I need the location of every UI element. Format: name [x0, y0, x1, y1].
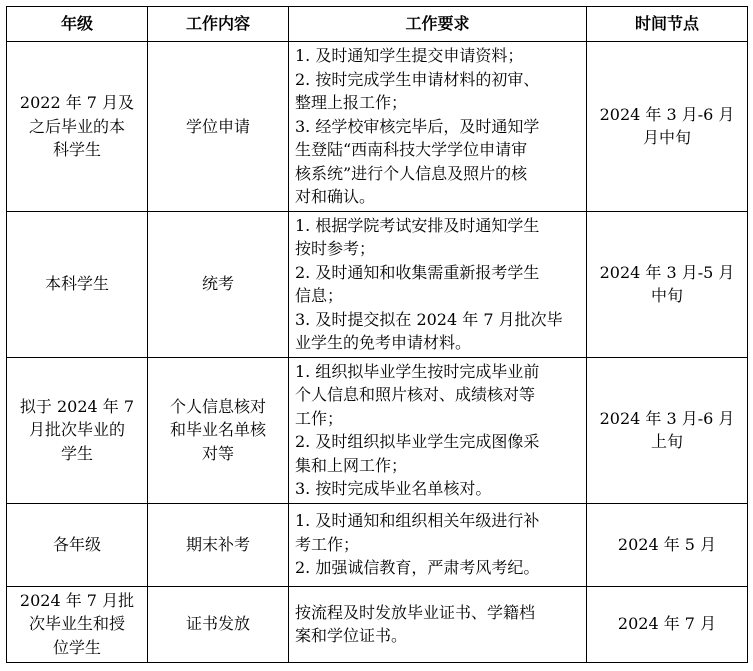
cell-requirements-line: 2. 及时组织拟毕业学生完成图像采 [295, 432, 540, 451]
cell-requirements-line: 3. 按时完成毕业名单核对。 [295, 479, 492, 498]
cell-requirements-line: 对和确认。 [295, 187, 376, 206]
cell-content [148, 42, 289, 212]
cell-content [148, 211, 289, 357]
cell-timeline-line: 2024 年 5 月 [617, 534, 717, 554]
cell-requirements-line: 整理上报工作； [295, 93, 408, 112]
cell-grade-line: 次毕业生和授 [28, 614, 125, 634]
cell-grade-line: 学生 [60, 443, 93, 463]
cell-content-line: 证书发放 [185, 614, 250, 634]
cell-requirements [289, 503, 587, 586]
table-row [7, 586, 748, 662]
cell-requirements-line: 3. 经学校审核完毕后，及时通知学 [295, 116, 540, 136]
cell-timeline-line: 中旬 [650, 286, 683, 305]
cell-requirements [289, 357, 587, 503]
cell-grade-line: 各年级 [52, 534, 101, 554]
cell-grade [7, 357, 148, 503]
cell-requirements-line: 个人信息和照片核对、成绩核对等 [295, 385, 536, 404]
cell-timeline-line: 2024 年 3 月-6 月 [599, 408, 735, 428]
table-row [7, 503, 748, 586]
cell-requirements [289, 211, 587, 357]
header-requirements: 工作要求 [289, 7, 587, 42]
cell-timeline-line: 2024 年 7 月 [617, 614, 717, 634]
header-timeline: 时间节点 [587, 7, 748, 42]
cell-grade-line: 科学生 [52, 140, 101, 159]
cell-requirements-line: 业学生的免考申请材料。 [295, 333, 472, 352]
cell-grade-line: 本科学生 [44, 274, 109, 294]
cell-requirements-line: 集和上网工作； [295, 455, 408, 475]
cell-timeline [587, 42, 748, 212]
cell-requirements [289, 42, 587, 212]
cell-grade [7, 42, 148, 212]
cell-requirements-line: 工作； [295, 408, 344, 428]
cell-requirements-line: 1. 根据学院考试安排及时通知学生 [295, 215, 540, 235]
cell-requirements-line: 案和学位证书。 [295, 626, 408, 645]
cell-requirements-line: 2. 加强诚信教育，严肃考风考纪。 [295, 558, 540, 578]
cell-grade [7, 586, 148, 662]
cell-timeline [587, 211, 748, 357]
cell-timeline-line: 2024 年 3 月-5 月 [599, 262, 735, 282]
table-row [7, 357, 748, 503]
cell-grade [7, 211, 148, 357]
cell-timeline [587, 586, 748, 662]
cell-content [148, 586, 289, 662]
table-row [7, 211, 748, 357]
schedule-table [6, 6, 748, 663]
cell-requirements-line: 3. 及时提交拟在 2024 年 7 月批次毕 [295, 309, 563, 329]
cell-content-line: 和毕业名单核 [169, 420, 266, 440]
header-grade: 年级 [7, 7, 148, 42]
cell-grade-line: 2022 年 7 月及 [19, 93, 135, 112]
cell-content-line: 统考 [201, 274, 234, 294]
cell-requirements-line: 2. 及时通知和收集需重新报考学生 [295, 262, 540, 282]
cell-grade [7, 503, 148, 586]
cell-grade-line: 2024 年 7 月批 [19, 590, 135, 610]
cell-content-line: 学位申请 [185, 116, 250, 136]
cell-content-line: 期末补考 [185, 534, 250, 554]
cell-requirements-line: 信息； [295, 286, 344, 305]
cell-requirements-line: 核系统”进行个人信息及照片的核 [295, 163, 528, 183]
cell-requirements-line: 按时参考； [295, 239, 376, 258]
cell-grade-line: 月批次毕业的 [28, 420, 125, 440]
cell-requirements-line: 考工作； [295, 534, 360, 554]
cell-requirements-line: 按流程及时发放毕业证书、学籍档 [295, 602, 536, 622]
cell-grade-line: 位学生 [52, 637, 101, 657]
cell-content-line: 个人信息核对 [169, 396, 266, 416]
header-row [7, 7, 748, 42]
cell-timeline [587, 503, 748, 586]
cell-content [148, 357, 289, 503]
cell-requirements-line: 1. 组织拟毕业学生按时完成毕业前 [295, 361, 540, 381]
cell-timeline-line: 月中旬 [642, 128, 691, 148]
cell-requirements-line: 2. 按时完成学生申请材料的初审、 [295, 69, 540, 89]
cell-timeline-line: 上旬 [650, 432, 683, 451]
cell-requirements-line: 1. 及时通知学生提交申请资料； [295, 46, 524, 65]
cell-requirements-line: 1. 及时通知和组织相关年级进行补 [295, 511, 540, 531]
cell-timeline [587, 357, 748, 503]
cell-timeline-line: 2024 年 3 月-6 月 [599, 104, 735, 124]
cell-grade-line: 之后毕业的本 [28, 116, 125, 136]
cell-content [148, 503, 289, 586]
cell-grade-line: 拟于 2024 年 7 [19, 396, 135, 416]
cell-requirements-line: 生登陆“西南科技大学学位申请审 [295, 140, 528, 159]
header-content: 工作内容 [148, 7, 289, 42]
cell-requirements [289, 586, 587, 662]
table-row [7, 42, 748, 212]
cell-content-line: 对等 [201, 443, 234, 463]
